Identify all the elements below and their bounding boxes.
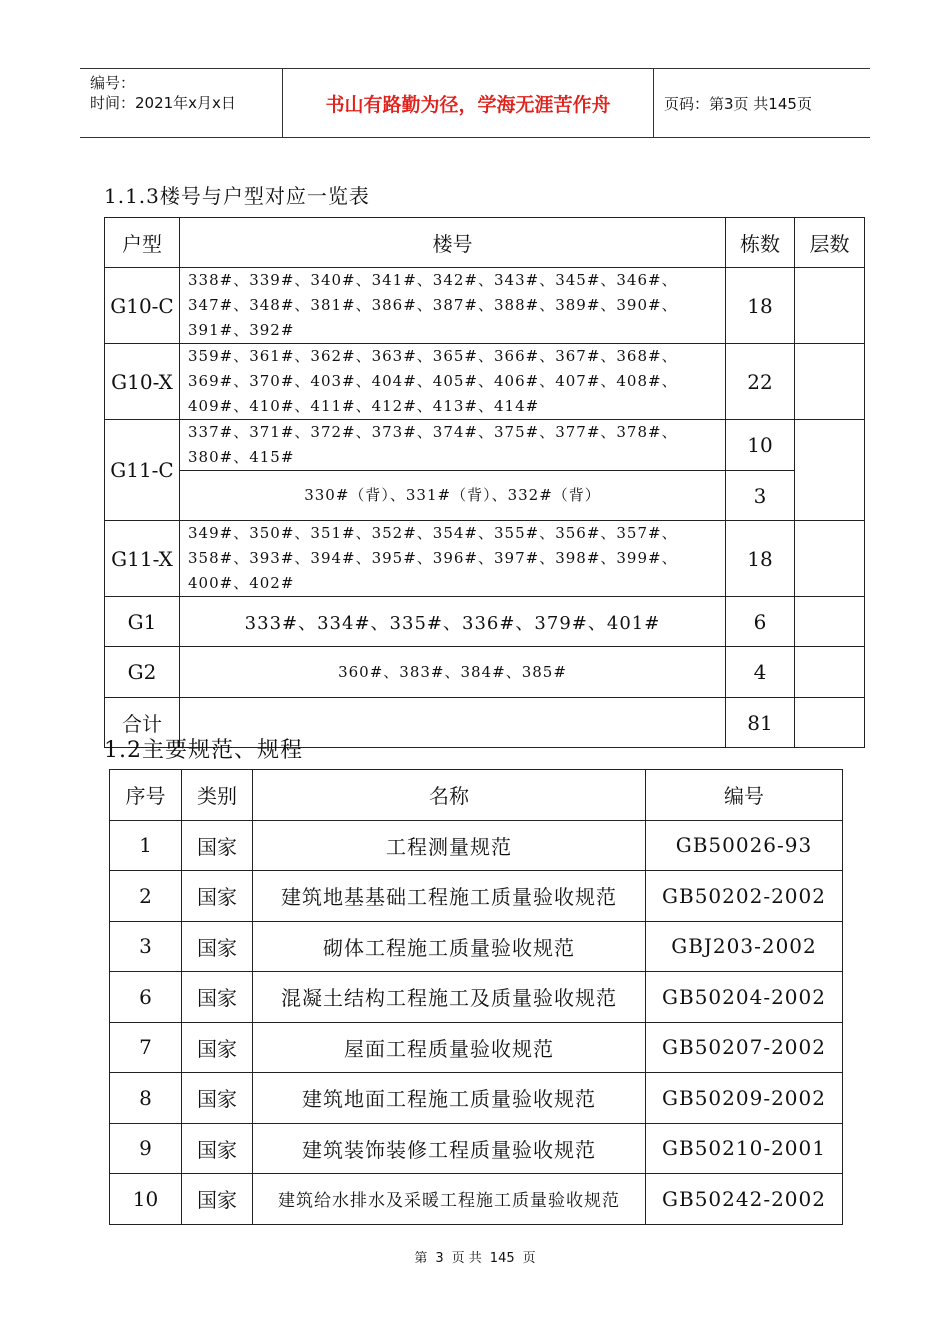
category-cell: 国家 <box>182 972 253 1023</box>
category-cell: 国家 <box>182 1123 253 1174</box>
category-cell: 国家 <box>182 921 253 972</box>
name-cell: 混凝土结构工程施工及质量验收规范 <box>253 972 646 1023</box>
no-cell: 3 <box>110 921 182 972</box>
buildings-cell: 359#、361#、362#、363#、365#、366#、367#、368#、369#、370#、403#、404#、405#、406#、407#、408#、409#、410#、411#、412#、413#、414# <box>180 344 726 420</box>
code-cell: GBJ203-2002 <box>646 921 843 972</box>
count-cell: 18 <box>726 521 795 597</box>
header-cell: 序号 <box>110 770 182 821</box>
count-cell: 6 <box>726 597 795 647</box>
footer-prefix: 第 <box>414 1251 428 1266</box>
no-cell: 8 <box>110 1073 182 1124</box>
section-title-2: 1.2主要规范、规程 <box>104 738 303 763</box>
name-cell: 屋面工程质量验收规范 <box>253 1022 646 1073</box>
count-cell: 18 <box>726 268 795 344</box>
no-cell: 6 <box>110 972 182 1023</box>
header-motto: 书山有路勤为径，学海无涯苦作舟 <box>283 69 654 137</box>
buildings-cell: 360#、383#、384#、385# <box>180 647 726 698</box>
type-cell: G10-C <box>105 268 180 344</box>
code-cell: GB50209-2002 <box>646 1073 843 1124</box>
no-cell: 1 <box>110 820 182 871</box>
type-cell: 合计 <box>105 698 180 748</box>
section-title-1: 1.1.3楼号与户型对应一览表 <box>104 184 370 208</box>
table-row <box>105 471 865 521</box>
floors-cell <box>795 698 865 748</box>
type-cell: G11-C <box>105 420 180 521</box>
table-row <box>110 1022 843 1073</box>
table-row <box>110 1073 843 1124</box>
count-cell: 81 <box>726 698 795 748</box>
buildings-cell: 333#、334#、335#、336#、379#、401# <box>180 597 726 647</box>
floors-cell <box>795 344 865 420</box>
count-cell: 4 <box>726 647 795 698</box>
no-cell: 9 <box>110 1123 182 1174</box>
count-cell: 22 <box>726 344 795 420</box>
header-cell: 编号 <box>646 770 843 821</box>
code-cell: GB50204-2002 <box>646 972 843 1023</box>
table-row <box>105 420 865 471</box>
buildings-cell: 338#、339#、340#、341#、342#、343#、345#、346#、347#、348#、381#、386#、387#、388#、389#、390#、391#、392# <box>180 268 726 344</box>
table-row <box>105 344 865 420</box>
table-row <box>110 972 843 1023</box>
name-cell: 建筑地面工程施工质量验收规范 <box>253 1073 646 1124</box>
table-row <box>110 921 843 972</box>
table-row <box>110 871 843 922</box>
table-header-row <box>110 770 843 821</box>
floors-cell <box>795 597 865 647</box>
code-cell: GB50202-2002 <box>646 871 843 922</box>
buildings-cell: 349#、350#、351#、352#、354#、355#、356#、357#、358#、393#、394#、395#、396#、397#、398#、399#、400#、402# <box>180 521 726 597</box>
building-type-table <box>104 217 865 748</box>
standards-table <box>109 769 843 1225</box>
header-page-info: 页码：第3页 共145页 <box>664 94 812 113</box>
floors-cell <box>795 521 865 597</box>
header-cell: 户型 <box>105 218 180 268</box>
table-row <box>105 521 865 597</box>
name-cell: 建筑给水排水及采暖工程施工质量验收规范 <box>253 1174 646 1225</box>
floors-cell <box>795 420 865 521</box>
category-cell: 国家 <box>182 1022 253 1073</box>
page-header <box>80 68 870 138</box>
table-row <box>105 597 865 647</box>
count-cell: 3 <box>726 471 795 521</box>
number-label: 编号： <box>90 74 136 92</box>
footer-page-number: 3 <box>435 1251 444 1266</box>
header-cell: 类别 <box>182 770 253 821</box>
code-cell: GB50210-2001 <box>646 1123 843 1174</box>
footer-mid: 页 共 <box>451 1251 482 1266</box>
buildings-cell: 330#（背）、331#（背）、332#（背） <box>180 471 726 521</box>
type-cell: G1 <box>105 597 180 647</box>
header-cell: 栋数 <box>726 218 795 268</box>
buildings-cell: 337#、371#、372#、373#、374#、375#、377#、378#、380#、415# <box>180 420 726 471</box>
table-row <box>110 1174 843 1225</box>
name-cell: 砌体工程施工质量验收规范 <box>253 921 646 972</box>
code-cell: GB50207-2002 <box>646 1022 843 1073</box>
count-cell: 10 <box>726 420 795 471</box>
name-cell: 工程测量规范 <box>253 820 646 871</box>
code-cell: GB50026-93 <box>646 820 843 871</box>
category-cell: 国家 <box>182 1073 253 1124</box>
header-cell: 名称 <box>253 770 646 821</box>
page-footer <box>0 1247 950 1266</box>
header-cell: 层数 <box>795 218 865 268</box>
category-cell: 国家 <box>182 820 253 871</box>
no-cell: 2 <box>110 871 182 922</box>
table-row <box>110 820 843 871</box>
date-label: 时间：2021年x月x日 <box>90 94 236 112</box>
footer-total: 145 <box>489 1251 515 1266</box>
category-cell: 国家 <box>182 1174 253 1225</box>
table-row <box>105 647 865 698</box>
type-cell: G11-X <box>105 521 180 597</box>
category-cell: 国家 <box>182 871 253 922</box>
code-cell: GB50242-2002 <box>646 1174 843 1225</box>
header-cell: 楼号 <box>180 218 726 268</box>
header-meta <box>80 69 283 137</box>
name-cell: 建筑装饰装修工程质量验收规范 <box>253 1123 646 1174</box>
table-row <box>105 268 865 344</box>
table-row <box>110 1123 843 1174</box>
floors-cell <box>795 268 865 344</box>
no-cell: 7 <box>110 1022 182 1073</box>
name-cell: 建筑地基基础工程施工质量验收规范 <box>253 871 646 922</box>
type-cell: G2 <box>105 647 180 698</box>
table-header-row <box>105 218 865 268</box>
floors-cell <box>795 647 865 698</box>
footer-suffix: 页 <box>522 1251 536 1266</box>
type-cell: G10-X <box>105 344 180 420</box>
no-cell: 10 <box>110 1174 182 1225</box>
